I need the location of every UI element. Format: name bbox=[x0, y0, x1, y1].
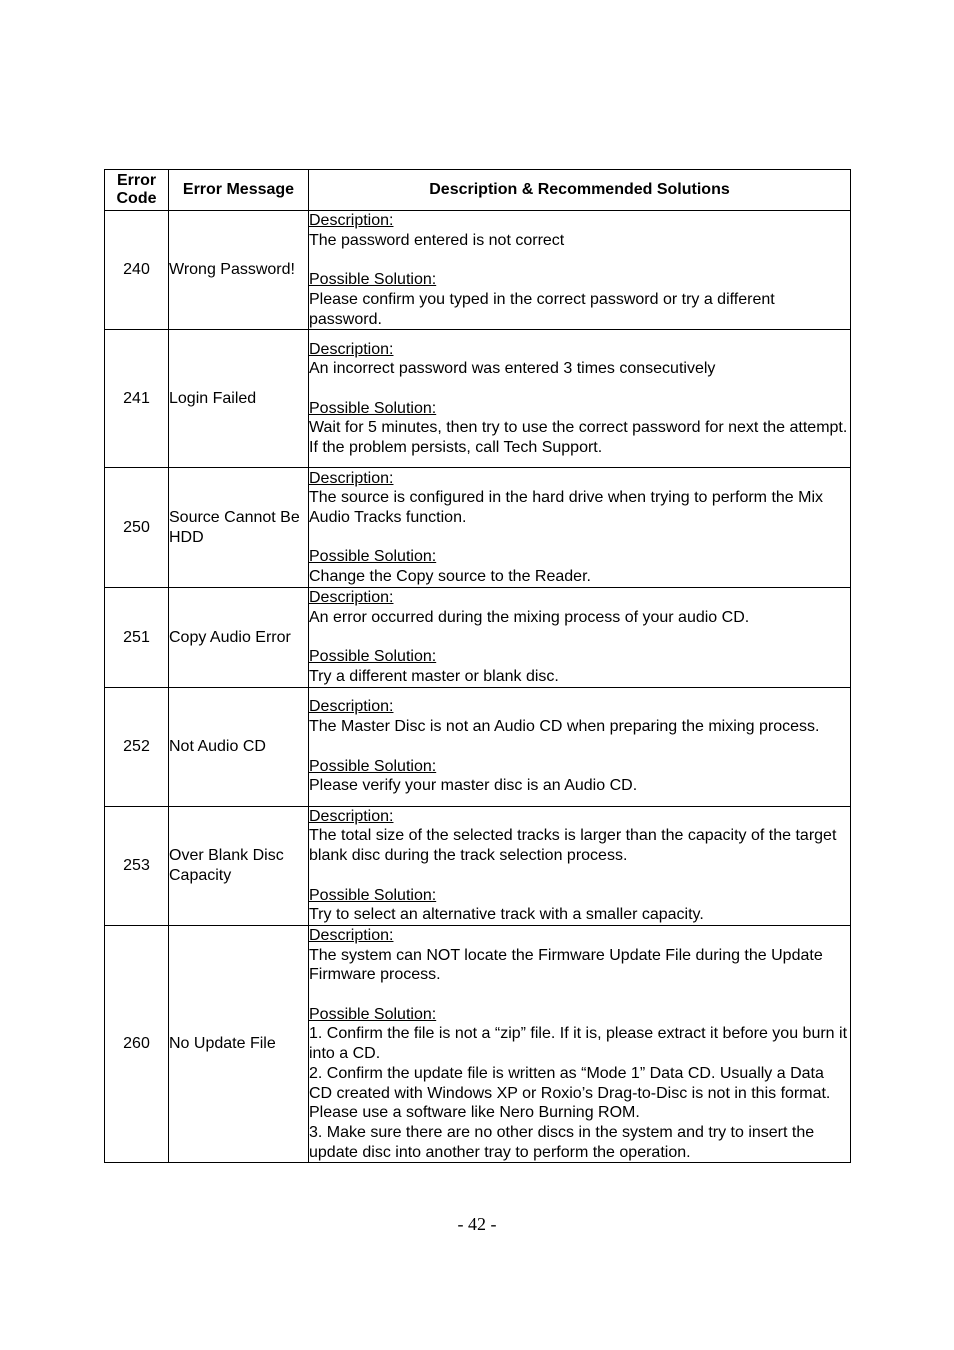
page-number: - 42 - bbox=[457, 1214, 497, 1234]
solution-label: Possible Solution: bbox=[309, 648, 437, 666]
description-text: The Master Disc is not an Audio CD when preparing the mixing process. bbox=[309, 718, 820, 736]
description-cell bbox=[309, 687, 851, 806]
error-code-cell: 251 bbox=[105, 588, 169, 688]
spacer bbox=[309, 250, 850, 270]
solution-label: Possible Solution: bbox=[309, 757, 437, 775]
error-code-cell: 252 bbox=[105, 687, 169, 806]
error-message-cell: Over Blank Disc Capacity bbox=[169, 806, 309, 925]
error-message-cell: Not Audio CD bbox=[169, 687, 309, 806]
description-label: Description: bbox=[309, 469, 394, 487]
table-row bbox=[105, 806, 851, 925]
error-message-cell: No Update File bbox=[169, 925, 309, 1162]
solution-label: Possible Solution: bbox=[309, 399, 437, 417]
table-header-row bbox=[105, 170, 851, 211]
description-label: Description: bbox=[309, 926, 394, 944]
spacer bbox=[309, 866, 850, 886]
solution-label: Possible Solution: bbox=[309, 271, 437, 289]
error-code-cell: 250 bbox=[105, 468, 169, 588]
solution-text: 2. Confirm the update file is written as “Mode 1” Data CD. Usually a Data CD created with Windows XP or Roxio’s Drag-to-Disc is not in this format. Please use a software like Nero Burning ROM. bbox=[309, 1064, 831, 1122]
description-cell bbox=[309, 330, 851, 468]
description-label: Description: bbox=[309, 340, 394, 358]
description-cell bbox=[309, 806, 851, 925]
solution-label: Possible Solution: bbox=[309, 1005, 437, 1023]
solution-label: Possible Solution: bbox=[309, 886, 437, 904]
description-text: The source is configured in the hard drive when trying to perform the Mix Audio Tracks function. bbox=[309, 489, 824, 526]
error-code-cell: 240 bbox=[105, 211, 169, 330]
description-text: The system can NOT locate the Firmware Update File during the Update Firmware process. bbox=[309, 946, 823, 984]
solution-text: Please verify your master disc is an Audio CD. bbox=[309, 777, 638, 795]
table-row bbox=[105, 330, 851, 468]
error-message-cell: Source Cannot Be HDD bbox=[169, 468, 309, 588]
solution-text: Try a different master or blank disc. bbox=[309, 668, 559, 685]
solution-text: Change the Copy source to the Reader. bbox=[309, 568, 591, 586]
description-cell bbox=[309, 588, 851, 688]
table-row bbox=[105, 925, 851, 1162]
spacer bbox=[309, 737, 850, 757]
error-code-table bbox=[104, 169, 851, 1163]
solution-text: Please confirm you typed in the correct password or try a different password. bbox=[309, 290, 775, 328]
header-description: Description & Recommended Solutions bbox=[309, 170, 851, 211]
table-row bbox=[105, 687, 851, 806]
description-text: The total size of the selected tracks is larger than the capacity of the target blank disc during the track selection process. bbox=[309, 827, 837, 865]
error-message-cell: Login Failed bbox=[169, 330, 309, 468]
description-label: Description: bbox=[309, 212, 394, 229]
error-code-cell: 260 bbox=[105, 925, 169, 1162]
description-text: An error occurred during the mixing process of your audio CD. bbox=[309, 608, 750, 626]
error-code-cell: 253 bbox=[105, 806, 169, 925]
solution-label: Possible Solution: bbox=[309, 548, 437, 566]
solution-text: 3. Make sure there are no other discs in the system and try to insert the update disc into another tray to perform the operation. bbox=[309, 1123, 815, 1161]
spacer bbox=[309, 379, 850, 399]
solution-text: 1. Confirm the file is not a “zip” file. If it is, please extract it before you burn it into a CD. bbox=[309, 1025, 848, 1063]
error-message-cell: Copy Audio Error bbox=[169, 588, 309, 688]
table-row bbox=[105, 468, 851, 588]
solution-text: Wait for 5 minutes, then try to use the correct password for next the attempt. If the problem persists, call Tech Support. bbox=[309, 419, 848, 457]
spacer bbox=[309, 985, 850, 1005]
spacer bbox=[309, 628, 850, 648]
solution-text: Try to select an alternative track with a smaller capacity. bbox=[309, 906, 704, 924]
description-cell bbox=[309, 468, 851, 588]
description-text: An incorrect password was entered 3 times consecutively bbox=[309, 360, 716, 378]
description-text: The password entered is not correct bbox=[309, 231, 565, 249]
error-message-cell: Wrong Password! bbox=[169, 211, 309, 330]
spacer bbox=[309, 528, 850, 548]
header-error-message: Error Message bbox=[169, 170, 309, 211]
table-row bbox=[105, 211, 851, 330]
description-label: Description: bbox=[309, 807, 394, 825]
description-cell bbox=[309, 211, 851, 330]
header-error-code: Error Code bbox=[105, 170, 169, 211]
description-label: Description: bbox=[309, 698, 394, 716]
error-code-cell: 241 bbox=[105, 330, 169, 468]
description-cell bbox=[309, 925, 851, 1162]
description-label: Description: bbox=[309, 589, 394, 607]
table-row bbox=[105, 588, 851, 688]
